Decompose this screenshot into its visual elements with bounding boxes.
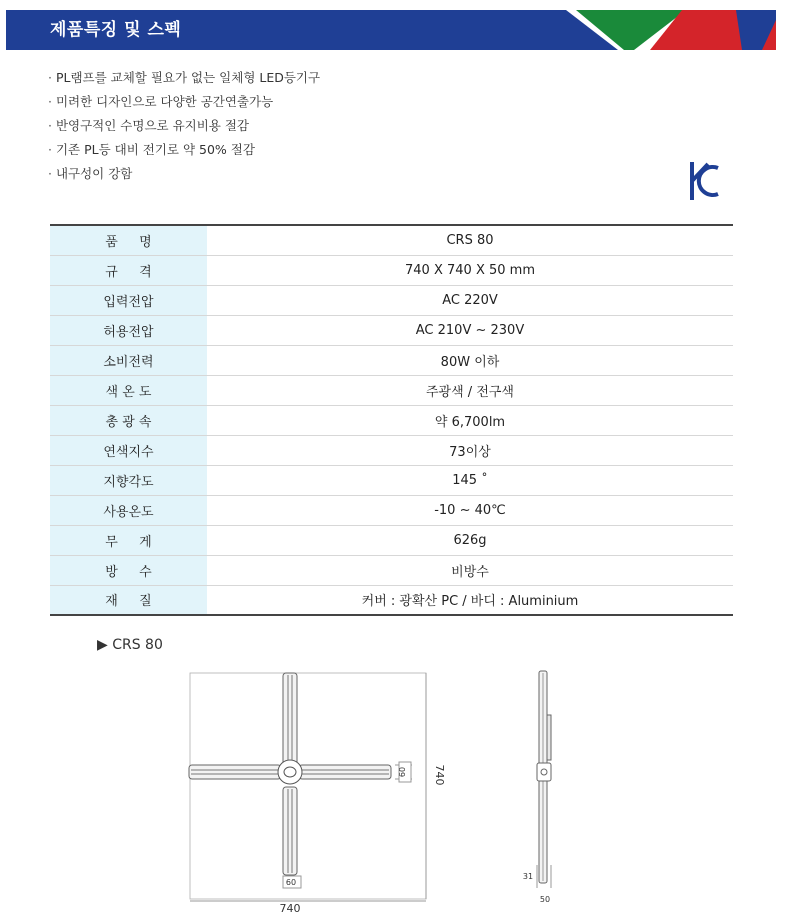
spec-label: 허용전압 bbox=[50, 315, 207, 345]
feature-list bbox=[48, 66, 320, 186]
spec-value: 비방수 bbox=[207, 555, 733, 585]
header-stripe-decoration bbox=[566, 10, 776, 50]
table-row bbox=[50, 495, 733, 525]
feature-item: · 내구성이 강함 bbox=[48, 162, 320, 186]
side-view-drawing bbox=[537, 671, 551, 888]
table-row bbox=[50, 435, 733, 465]
spec-value: 145 ˚ bbox=[207, 465, 733, 495]
front-view-drawing bbox=[189, 673, 426, 901]
table-row bbox=[50, 255, 733, 285]
table-row bbox=[50, 315, 733, 345]
spec-value: CRS 80 bbox=[207, 225, 733, 255]
spec-label: 입력전압 bbox=[50, 285, 207, 315]
table-row bbox=[50, 225, 733, 255]
spec-label: 연색지수 bbox=[50, 435, 207, 465]
dim-side-offset: 31 bbox=[522, 872, 534, 881]
dim-arm-width: 60 bbox=[398, 766, 407, 778]
table-row bbox=[50, 525, 733, 555]
spec-label: 재 질 bbox=[50, 585, 207, 615]
spec-label: 방 수 bbox=[50, 555, 207, 585]
table-row bbox=[50, 405, 733, 435]
spec-value: 약 6,700lm bbox=[207, 405, 733, 435]
spec-label: 지향각도 bbox=[50, 465, 207, 495]
feature-item: · PL램프를 교체할 필요가 없는 일체형 LED등기구 bbox=[48, 66, 320, 90]
spec-table bbox=[50, 224, 733, 616]
spec-value: 740 X 740 X 50 mm bbox=[207, 255, 733, 285]
spec-value: 80W 이하 bbox=[207, 345, 733, 375]
dim-width: 740 bbox=[279, 902, 301, 915]
feature-item: · 기존 PL등 대비 전기로 약 50% 절감 bbox=[48, 138, 320, 162]
table-row bbox=[50, 555, 733, 585]
table-row bbox=[50, 585, 733, 615]
table-row bbox=[50, 285, 733, 315]
spec-value: -10 ~ 40℃ bbox=[207, 495, 733, 525]
spec-label: 소비전력 bbox=[50, 345, 207, 375]
table-row bbox=[50, 345, 733, 375]
spec-value: 커버 : 광확산 PC / 바디 : Aluminium bbox=[361, 594, 579, 610]
spec-value: 73이상 bbox=[207, 435, 733, 465]
spec-label: 무 게 bbox=[50, 525, 207, 555]
spec-label: 색 온 도 bbox=[50, 375, 207, 405]
spec-label: 사용온도 bbox=[50, 495, 207, 525]
table-row bbox=[50, 465, 733, 495]
spec-value: 주광색 / 전구색 bbox=[207, 375, 733, 405]
technical-drawing bbox=[0, 660, 789, 919]
table-row bbox=[50, 375, 733, 405]
kc-mark-icon bbox=[688, 158, 720, 204]
section-title: 제품특징 및 스펙 bbox=[50, 20, 182, 40]
dim-height: 740 bbox=[433, 764, 446, 786]
spec-label: 규 격 bbox=[50, 255, 207, 285]
feature-item: · 미려한 디자인으로 다양한 공간연출가능 bbox=[48, 90, 320, 114]
spec-value: AC 220V bbox=[207, 285, 733, 315]
feature-item: · 반영구적인 수명으로 유지비용 절감 bbox=[48, 114, 320, 138]
drawing-title: ▶ CRS 80 bbox=[97, 637, 163, 653]
dim-side-depth: 50 bbox=[539, 895, 551, 904]
spec-label: 품 명 bbox=[50, 225, 207, 255]
dim-bottom-width: 60 bbox=[285, 878, 297, 887]
spec-value: 626g bbox=[207, 525, 733, 555]
section-header bbox=[6, 10, 776, 50]
spec-value: AC 210V ~ 230V bbox=[207, 315, 733, 345]
spec-label: 총 광 속 bbox=[50, 405, 207, 435]
